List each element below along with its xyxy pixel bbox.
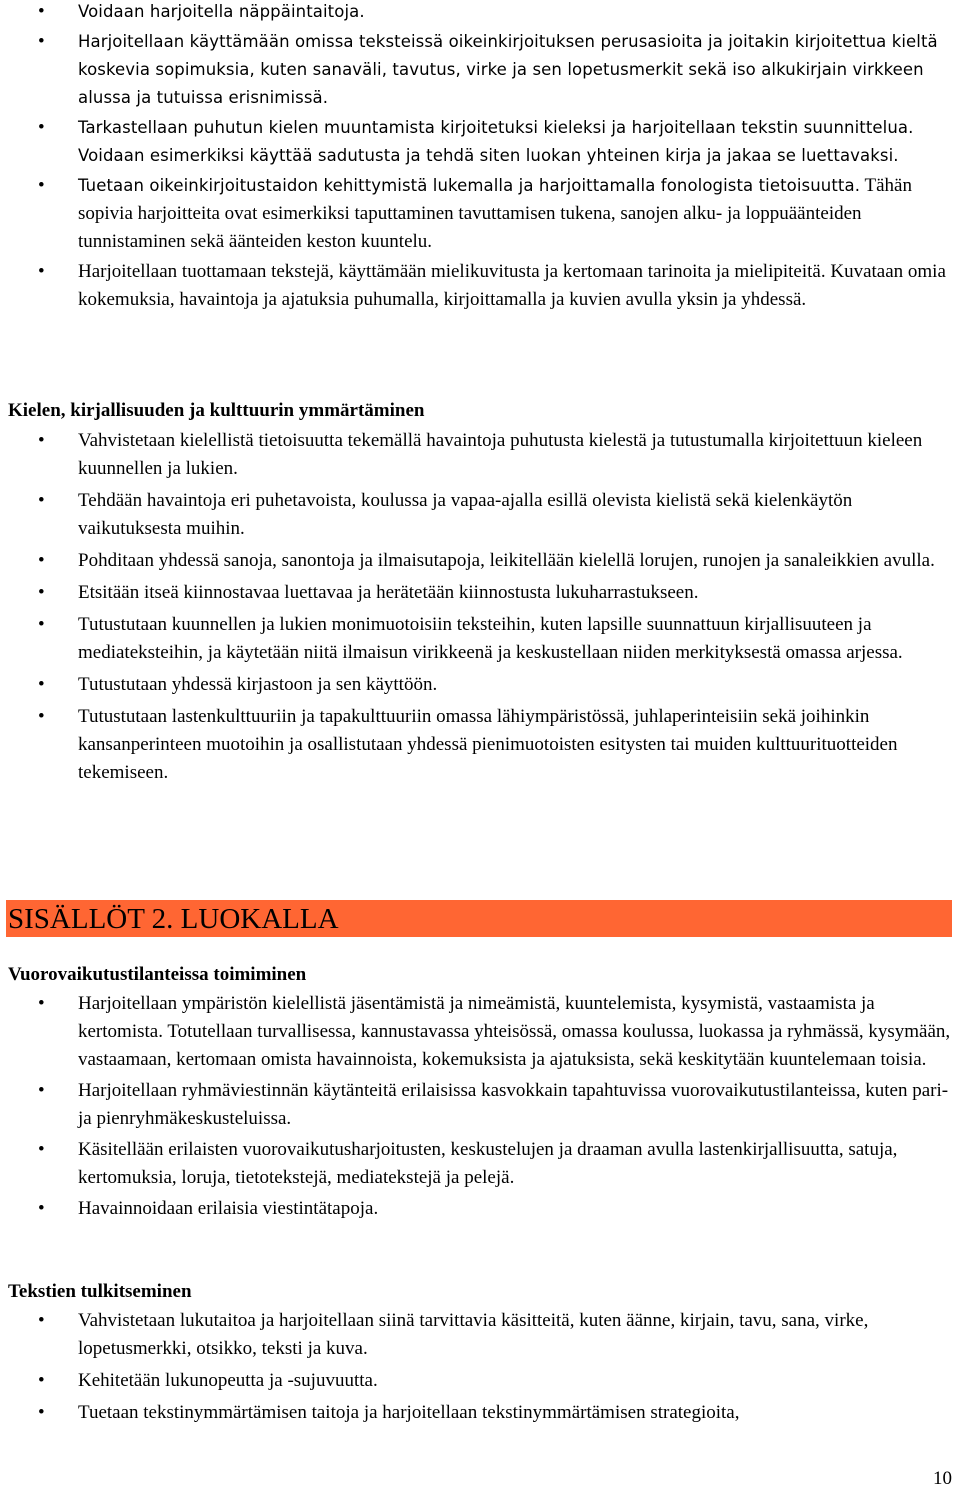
list-item <box>0 703 960 787</box>
section-heading: Vuorovaikutustilanteissa toimiminen <box>8 964 307 985</box>
item-text: Vahvistetaan lukutaitoa ja harjoitellaan siinä tarvittavia käsitteitä, kuten äänne, kirjain, tavu, sana, virke, lopetusmerkki, otsikko, teksti ja kuva. <box>78 1310 869 1359</box>
item-text: Tehdään havaintoja eri puhetavoista, koulussa ja vapaa-ajalla esillä olevista kielistä sekä kielenkäytön vaikutuksesta muihin. <box>78 490 853 539</box>
section3-list <box>0 990 960 1223</box>
section-heading: Kielen, kirjallisuuden ja kulttuurin ymmärtäminen <box>8 400 425 421</box>
list-item <box>0 1077 960 1133</box>
item-text-serif: Tähän sopivia harjoitteita ovat esimerkiksi taputtaminen tavuttamisen tukena, sanojen alku- ja loppuäänteiden tunnistaminen sekä äänteiden keston kuuntelu. <box>78 175 912 252</box>
item-text: Vahvistetaan kielellistä tietoisuutta tekemällä havaintoja puhutusta kielestä ja tutustumalla kirjoitettuun kieleen kuunnellen ja lukien. <box>78 430 923 479</box>
list-item <box>0 1367 960 1395</box>
item-text: Kehitetään lukunopeutta ja -sujuvuutta. <box>78 1370 378 1391</box>
list-item <box>0 28 960 112</box>
list-item <box>0 1136 960 1192</box>
item-text-sans: Tarkastellaan puhutun kielen muuntamista kirjoitetuksi kieleksi ja harjoitellaan tekstin suunnittelua. Voidaan esimerkiksi käyttää sadutusta ja tehdä siten luokan yhteinen kirja ja jakaa se luettavaksi. <box>78 118 914 165</box>
list-item <box>0 258 960 314</box>
list-item <box>0 1307 960 1363</box>
item-text: Tutustutaan lastenkulttuuriin ja tapakulttuuriin omassa lähiympäristössä, juhlaperinteisiin sekä joihinkin kansanperinteen muotoihin ja osallistutaan yhdessä pienimuotoisten esitysten tai muiden kulttuurituotteiden tekemiseen. <box>78 706 898 783</box>
list-item <box>0 579 960 607</box>
list-item <box>0 427 960 483</box>
item-text: Harjoitellaan ympäristön kielellistä jäsentämistä ja nimeämistä, kuuntelemista, kysymistä, vastaamista ja kertomista. Totutellaan turvallisessa, kannustavassa yhteisössä, omassa koulussa, luokassa ja ryhmässä, kysymään, vastaamaan, kertomaan omista havainnoista, kokemuksista ja ajatuksista, sekä keskitytään kuuntelemaan toisia. <box>78 993 951 1070</box>
list-item <box>0 0 960 26</box>
section4-list <box>0 1307 960 1427</box>
item-text-sans: Voidaan harjoitella näppäintaitoja. <box>78 2 365 21</box>
banner-title: SISÄLLÖT 2. LUOKALLA <box>8 903 339 935</box>
list-item <box>0 990 960 1074</box>
list-item <box>0 1195 960 1223</box>
list-item <box>0 1399 960 1427</box>
list-item <box>0 172 960 256</box>
item-text-sans: Harjoitellaan käyttämään omissa teksteissä oikeinkirjoituksen perusasioita ja joitakin kirjoitettua kieltä koskevia sopimuksia, kuten sanaväli, tavutus, virke ja sen lopetusmerkit sekä iso alkukirjain virkkeen alussa ja tutuissa erisnimissä. <box>78 32 938 107</box>
item-text: Etsitään itseä kiinnostavaa luettavaa ja herätetään kiinnostusta lukuharrastukseen. <box>78 582 699 603</box>
item-text: Tuetaan tekstinymmärtämisen taitoja ja harjoitellaan tekstinymmärtämisen strategioita, <box>78 1402 740 1423</box>
list-item <box>0 487 960 543</box>
section-banner <box>6 900 952 937</box>
section2-list <box>0 427 960 787</box>
list-item <box>0 547 960 575</box>
item-text: Käsitellään erilaisten vuorovaikutusharjoitusten, keskustelujen ja draaman avulla lastenkirjallisuutta, satuja, kertomuksia, loruja, tietotekstejä, mediatekstejä ja pelejä. <box>78 1139 898 1188</box>
item-text: Havainnoidaan erilaisia viestintätapoja. <box>78 1198 379 1219</box>
page-number: 10 <box>933 1468 952 1489</box>
list-item <box>0 671 960 699</box>
section2 <box>0 397 960 789</box>
item-text-serif: Harjoitellaan tuottamaan tekstejä, käyttämään mielikuvitusta ja kertomaan tarinoita ja mielipiteitä. Kuvataan omia kokemuksia, havaintoja ja ajatuksia puhumalla, kirjoittamalla ja kuvien avulla yksin ja yhdessä. <box>78 261 946 310</box>
item-text: Tutustutaan kuunnellen ja lukien monimuotoisiin teksteihin, kuten lapsille suunnattuun kirjallisuuteen ja mediateksteihin, ja käytetään niitä ilmaisun virikkeenä ja keskustellaan niiden merkityksestä omassa arjessa. <box>78 614 903 663</box>
section4 <box>0 1278 960 1429</box>
item-text: Tutustutaan yhdessä kirjastoon ja sen käyttöön. <box>78 674 438 695</box>
item-text: Harjoitellaan ryhmäviestinnän käytänteitä erilaisissa kasvokkain tapahtuvissa vuorovaikutustilanteissa, kuten pari- ja pienryhmäkeskusteluissa. <box>78 1080 949 1129</box>
list-item <box>0 611 960 667</box>
section-heading: Tekstien tulkitseminen <box>8 1281 192 1302</box>
section3 <box>0 961 960 1225</box>
item-text-sans: Tuetaan oikeinkirjoitustaidon kehittymistä lukemalla ja harjoittamalla fonologista tietoisuutta. <box>78 176 861 195</box>
list-item <box>0 114 960 170</box>
section1-list <box>0 0 960 316</box>
item-text: Pohditaan yhdessä sanoja, sanontoja ja ilmaisutapoja, leikitellään kielellä lorujen, runojen ja sanaleikkien avulla. <box>78 550 935 571</box>
